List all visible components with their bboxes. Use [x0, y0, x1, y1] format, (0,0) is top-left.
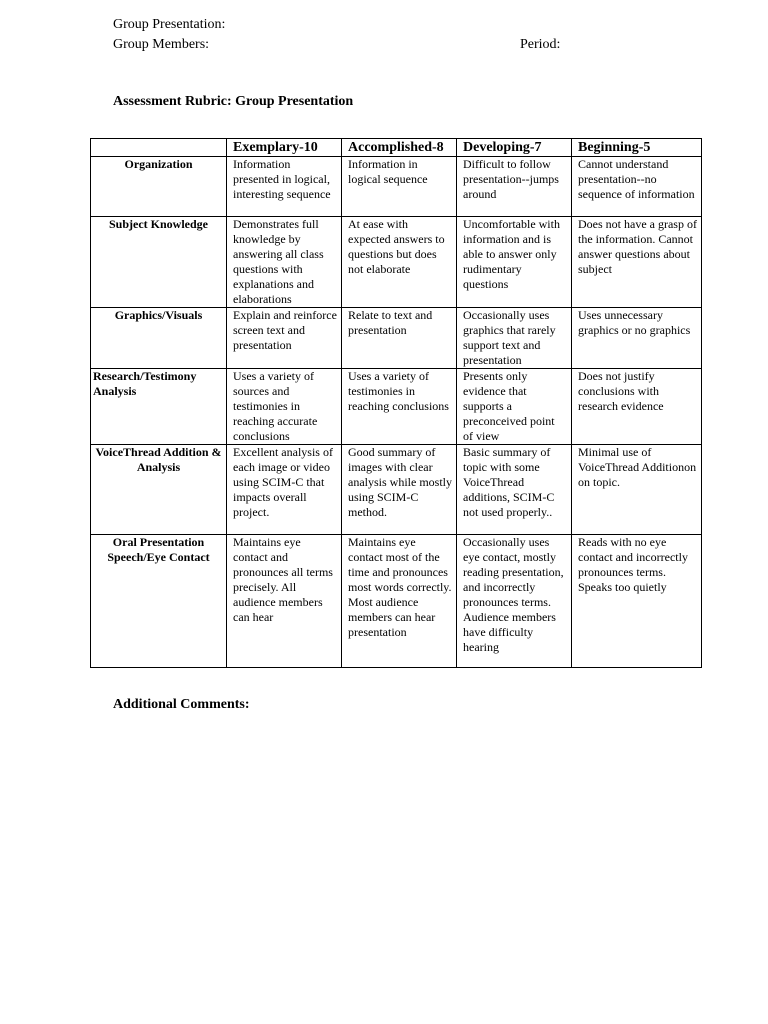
- rubric-cell-developing: Occasionally uses graphics that rarely support text and presentation: [457, 308, 572, 369]
- rubric-cell-developing: Basic summary of topic with some VoiceThread additions, SCIM-C not used properly..: [457, 445, 572, 535]
- rubric-cell-exemplary: Maintains eye contact and pronounces all terms precisely. All audience members can hear: [227, 535, 342, 668]
- rubric-row-research-testimony: [91, 369, 702, 445]
- rubric-cell-beginning: Minimal use of VoiceThread Additionon on topic.: [572, 445, 702, 535]
- column-header-developing: Developing-7: [457, 139, 572, 157]
- rubric-cell-exemplary: Excellent analysis of each image or video using SCIM-C that impacts overall project.: [227, 445, 342, 535]
- rubric-row-voicethread: [91, 445, 702, 535]
- rubric-row-organization: [91, 157, 702, 217]
- criterion-label: Subject Knowledge: [91, 217, 227, 308]
- rubric-cell-exemplary: Demonstrates full knowledge by answering all class questions with explanations and elaborations: [227, 217, 342, 308]
- criterion-label: Research/Testimony Analysis: [91, 369, 227, 445]
- rubric-cell-beginning: Cannot understand presentation--no sequence of information: [572, 157, 702, 217]
- rubric-cell-accomplished: Relate to text and presentation: [342, 308, 457, 369]
- group-members-label: Group Members:: [113, 37, 210, 52]
- rubric-cell-accomplished: Information in logical sequence: [342, 157, 457, 217]
- rubric-cell-accomplished: Uses a variety of testimonies in reaching conclusions: [342, 369, 457, 445]
- rubric-cell-accomplished: Maintains eye contact most of the time and pronounces most words correctly. Most audience members can hear presentation: [342, 535, 457, 668]
- rubric-header-row: [91, 139, 702, 157]
- rubric-row-oral-presentation: [91, 535, 702, 668]
- rubric-table: [90, 138, 702, 668]
- rubric-cell-developing: Uncomfortable with information and is able to answer only rudimentary questions: [457, 217, 572, 308]
- rubric-cell-beginning: Does not have a grasp of the information. Cannot answer questions about subject: [572, 217, 702, 308]
- column-header-beginning: Beginning-5: [572, 139, 702, 157]
- group-presentation-label: Group Presentation:: [113, 17, 226, 32]
- rubric-cell-beginning: Does not justify conclusions with research evidence: [572, 369, 702, 445]
- criterion-label: Organization: [91, 157, 227, 217]
- period-label: Period:: [520, 37, 561, 52]
- rubric-cell-accomplished: At ease with expected answers to questions but does not elaborate: [342, 217, 457, 308]
- rubric-cell-developing: Occasionally uses eye contact, mostly reading presentation, and incorrectly pronounces terms. Audience members have difficulty hearing: [457, 535, 572, 668]
- rubric-row-subject-knowledge: [91, 217, 702, 308]
- rubric-title: Assessment Rubric: Group Presentation: [113, 94, 354, 109]
- criterion-label: VoiceThread Addition & Analysis: [91, 445, 227, 535]
- rubric-cell-developing: Difficult to follow presentation--jumps around: [457, 157, 572, 217]
- additional-comments-label: Additional Comments:: [113, 697, 250, 712]
- column-header-criterion: [91, 139, 227, 157]
- rubric-cell-beginning: Reads with no eye contact and incorrectly pronounces terms. Speaks too quietly: [572, 535, 702, 668]
- column-header-accomplished: Accomplished-8: [342, 139, 457, 157]
- rubric-cell-exemplary: Information presented in logical, interesting sequence: [227, 157, 342, 217]
- rubric-cell-beginning: Uses unnecessary graphics or no graphics: [572, 308, 702, 369]
- rubric-cell-exemplary: Explain and reinforce screen text and presentation: [227, 308, 342, 369]
- rubric-cell-exemplary: Uses a variety of sources and testimonies in reaching accurate conclusions: [227, 369, 342, 445]
- rubric-row-graphics-visuals: [91, 308, 702, 369]
- criterion-label: Graphics/Visuals: [91, 308, 227, 369]
- rubric-cell-developing: Presents only evidence that supports a preconceived point of view: [457, 369, 572, 445]
- rubric-cell-accomplished: Good summary of images with clear analysis while mostly using SCIM-C method.: [342, 445, 457, 535]
- criterion-label: Oral Presentation Speech/Eye Contact: [91, 535, 227, 668]
- column-header-exemplary: Exemplary-10: [227, 139, 342, 157]
